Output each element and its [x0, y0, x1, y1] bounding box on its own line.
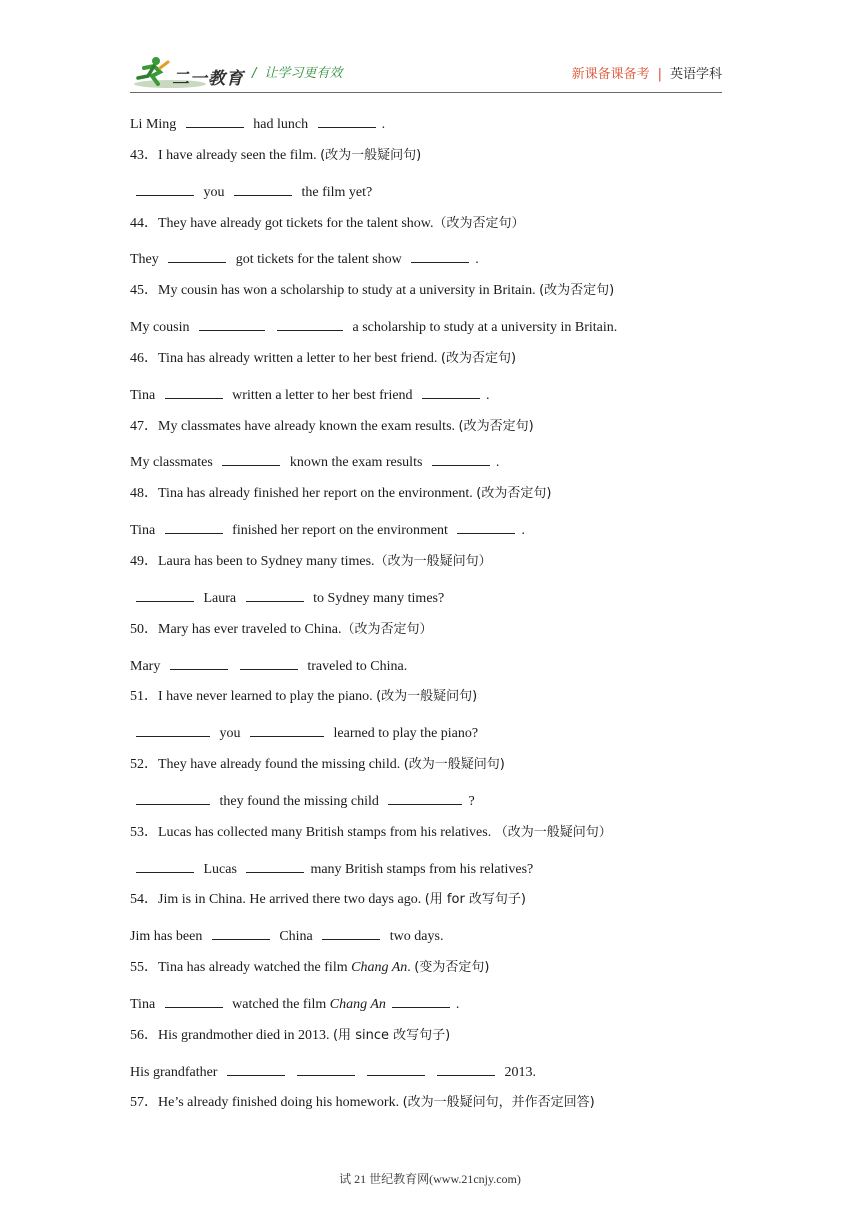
instruction-text: (改为一般疑问句，并作否定回答) — [402, 1095, 595, 1111]
answer-blank — [234, 181, 292, 196]
header-divider — [130, 92, 722, 93]
answer-blank — [318, 113, 376, 128]
sentence-text: Chang An — [351, 960, 408, 976]
answer-line — [130, 858, 730, 892]
instruction-text: (改为一般疑问句) — [320, 147, 422, 163]
sentence-text: They have already got tickets for the talent show. — [158, 215, 434, 231]
answer-line — [130, 519, 730, 553]
sentence-text: . — [521, 523, 525, 539]
answer-blank — [212, 925, 270, 940]
question-line — [130, 147, 730, 181]
question-number: 50． — [130, 621, 158, 637]
answer-blank — [392, 993, 450, 1008]
answer-line — [130, 113, 730, 147]
sentence-text: Mary has ever traveled to China. — [158, 621, 342, 637]
instruction-text: (改为否定句) — [440, 350, 517, 366]
answer-blank — [199, 316, 265, 331]
question-number: 52． — [130, 757, 158, 773]
instruction-text: (改为否定句) — [539, 283, 615, 299]
sentence-text: many British stamps from his relatives? — [310, 861, 534, 877]
answer-blank — [165, 519, 223, 534]
question-line — [130, 485, 730, 519]
sentence-text: My cousin has won a scholarship to study at a university in Britain. — [158, 283, 540, 299]
sentence-text: Laura — [200, 590, 240, 606]
slogan — [252, 62, 342, 81]
sentence-text: Tina — [130, 523, 159, 539]
question-number: 54． — [130, 892, 158, 908]
instruction-text: (变为否定句) — [414, 960, 490, 976]
sentence-text: I have already seen the film. — [158, 147, 321, 163]
answer-blank — [246, 858, 304, 873]
question-line — [130, 282, 730, 316]
instruction-text: (用 for 改写句子) — [424, 892, 527, 908]
answer-blank — [277, 316, 343, 331]
sentence-text: My classmates have already known the exam results. — [158, 418, 459, 434]
sentence-text: had lunch — [249, 117, 312, 132]
answer-blank — [165, 993, 223, 1008]
sentence-text: Lucas has collected many British stamps from his relatives. — [158, 824, 495, 840]
sentence-text: His grandmother died in 2013. — [158, 1027, 333, 1043]
instruction-text: （改为否定句） — [433, 215, 525, 231]
question-line — [130, 688, 730, 722]
answer-blank — [136, 587, 194, 602]
answer-line — [130, 993, 730, 1027]
sentence-text: two days. — [386, 929, 444, 945]
sentence-text: Mary — [130, 658, 164, 674]
answer-line — [130, 384, 730, 418]
sentence-text: His grandfather — [130, 1064, 221, 1080]
sentence-text: Lucas — [200, 861, 241, 877]
answer-blank — [297, 1061, 355, 1076]
question-number: 56． — [130, 1027, 158, 1043]
page-footer: 试 21 世纪教育网(www.21cnjy.com) — [339, 1172, 521, 1186]
question-line — [130, 621, 730, 655]
sentence-text: Tina — [130, 387, 159, 403]
sentence-text: . — [407, 960, 415, 976]
answer-line — [130, 925, 730, 959]
sentence-text: 2013. — [500, 1064, 536, 1080]
sentence-text: Tina has already watched the film — [158, 960, 352, 976]
sentence-text: . — [486, 387, 490, 403]
slogan-text: 让学习更有效 — [264, 66, 343, 81]
sentence-text: traveled to China. — [303, 658, 408, 674]
answer-blank — [457, 519, 515, 534]
question-number: 57． — [130, 1095, 158, 1111]
answer-line — [130, 181, 730, 215]
question-number: 53． — [130, 824, 158, 840]
logo-text: 二一教育 — [172, 69, 244, 89]
sentence-text: . — [455, 996, 460, 1012]
sentence-text: learned to play the piano? — [330, 726, 479, 742]
answer-blank — [136, 790, 210, 805]
sentence-text: Tina has already written a letter to her best friend. — [158, 350, 441, 366]
exercise-list — [130, 113, 730, 1128]
answer-blank — [240, 655, 298, 670]
answer-blank — [388, 790, 462, 805]
header-subject — [572, 63, 722, 82]
sentence-text: Tina has already finished her report on the environment. — [158, 486, 477, 502]
instruction-text: (用 since 改写句子) — [332, 1027, 451, 1043]
question-line — [130, 1094, 730, 1128]
answer-blank — [322, 925, 380, 940]
sentence-text: Chang An — [329, 996, 386, 1012]
answer-blank — [437, 1061, 495, 1076]
sentence-text: known the exam results — [286, 455, 426, 471]
sentence-text: the film yet? — [298, 184, 373, 200]
question-number: 46． — [130, 350, 158, 366]
instruction-text: （改为一般疑问句） — [494, 824, 612, 840]
question-line — [130, 1027, 730, 1061]
instruction-text: （改为否定句） — [341, 621, 433, 637]
sentence-text: a scholarship to study at a university in Britain. — [349, 320, 618, 336]
sentence-text: Jim has been — [130, 929, 206, 945]
instruction-text: (改为否定句) — [458, 418, 534, 434]
question-line — [130, 215, 730, 249]
sentence-text: China — [275, 929, 317, 945]
answer-blank — [168, 248, 226, 263]
answer-blank — [186, 113, 244, 128]
answer-blank — [422, 384, 480, 399]
question-number: 43． — [130, 147, 158, 163]
answer-blank — [411, 248, 469, 263]
sentence-text: you — [200, 184, 228, 200]
question-number: 49． — [130, 553, 158, 569]
answer-line — [130, 790, 730, 824]
instruction-text: （改为一般疑问句） — [374, 553, 492, 569]
answer-line — [130, 316, 730, 350]
sentence-text: He’s already finished doing his homework. — [158, 1095, 403, 1111]
answer-blank — [165, 384, 223, 399]
sentence-text: Tina — [130, 996, 159, 1012]
answer-blank — [136, 722, 210, 737]
sentence-text: finished her report on the environment — [228, 523, 452, 539]
sentence-text: . — [475, 252, 479, 268]
answer-line — [130, 722, 730, 756]
question-line — [130, 959, 730, 993]
instruction-text: (改为一般疑问句) — [403, 757, 505, 773]
sentence-text: written a letter to her best friend — [228, 387, 417, 403]
sentence-text: you — [216, 726, 244, 742]
question-line — [130, 891, 730, 925]
sentence-text: Jim is in China. He arrived there two days ago. — [158, 892, 425, 908]
answer-blank — [136, 181, 194, 196]
sentence-text: My cousin — [130, 320, 193, 336]
instruction-text: (改为一般疑问句) — [376, 689, 478, 705]
answer-line — [130, 248, 730, 282]
slogan-slash: / — [252, 66, 257, 81]
question-line — [130, 824, 730, 858]
sentence-text: . — [495, 455, 500, 471]
sentence-text: They have already found the missing child. — [158, 757, 404, 773]
answer-line — [130, 1061, 730, 1095]
sentence-text: to Sydney many times? — [309, 590, 445, 606]
answer-blank — [432, 451, 490, 466]
answer-blank — [227, 1061, 285, 1076]
question-line — [130, 756, 730, 790]
answer-blank — [367, 1061, 425, 1076]
answer-blank — [170, 655, 228, 670]
instruction-text: (改为否定句) — [476, 486, 552, 502]
answer-blank — [222, 451, 280, 466]
question-line — [130, 553, 730, 587]
answer-blank — [246, 587, 304, 602]
sentence-text: ? — [468, 793, 475, 809]
header-separator: | — [657, 67, 662, 82]
sentence-text: My classmates — [130, 455, 217, 471]
sentence-text: Li Ming — [130, 117, 180, 132]
question-number: 51． — [130, 689, 158, 705]
page-header — [0, 0, 860, 100]
answer-line — [130, 655, 730, 689]
sentence-text: they found the missing child — [216, 793, 383, 809]
answer-blank — [250, 722, 324, 737]
answer-blank — [136, 858, 194, 873]
answer-line — [130, 451, 730, 485]
question-number: 47． — [130, 418, 158, 434]
question-line — [130, 418, 730, 452]
sentence-text: watched the film — [228, 996, 330, 1012]
question-number: 55． — [130, 960, 158, 976]
sentence-text: Laura has been to Sydney many times. — [158, 553, 375, 569]
sentence-text: . — [381, 117, 386, 132]
sentence-text: They — [130, 252, 163, 268]
course-label: 新课备课备考 — [571, 67, 650, 82]
sentence-text: got tickets for the talent show — [232, 252, 406, 268]
question-number: 45． — [130, 283, 158, 299]
subject-label: 英语学科 — [669, 67, 722, 82]
question-line — [130, 350, 730, 384]
sentence-text: I have never learned to play the piano. — [158, 689, 377, 705]
answer-line — [130, 587, 730, 621]
question-number: 48． — [130, 486, 158, 502]
question-number: 44． — [130, 215, 158, 231]
